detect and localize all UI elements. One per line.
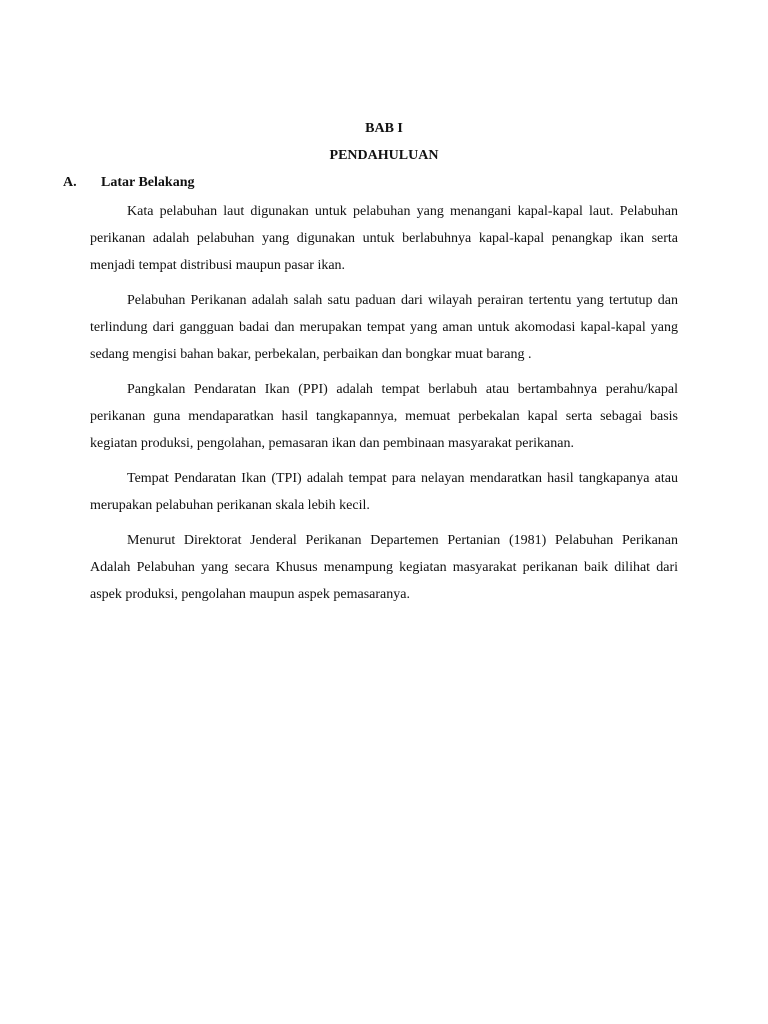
paragraph-5: Menurut Direktorat Jenderal Perikanan Departemen Pertanian (1981) Pelabuhan Perikanan Adalah Pelabuhan yang secara Khusus menampung kegiatan masyarakat perikanan baik dilihat dari aspek produksi, pengolahan maupun aspek pemasaranya. bbox=[90, 533, 678, 602]
paragraph-1: Kata pelabuhan laut digunakan untuk pelabuhan yang menangani kapal-kapal laut. Pelabuhan perikanan adalah pelabuhan yang digunakan untuk berlabuhnya kapal-kapal penangkap ikan serta menjadi tempat distribusi maupun pasar ikan. bbox=[90, 204, 678, 273]
chapter-number: BAB I bbox=[365, 121, 403, 136]
paragraph-4: Tempat Pendaratan Ikan (TPI) adalah tempat para nelayan mendaratkan hasil tangkapanya atau merupakan pelabuhan perikanan skala lebih kecil. bbox=[90, 471, 678, 513]
paragraph-2: Pelabuhan Perikanan adalah salah satu paduan dari wilayah perairan tertentu yang tertutup dan terlindung dari gangguan badai dan merupakan tempat yang aman untuk akomodasi kapal-kapal yang sedang mengisi bahan bakar, perbekalan, perbaikan dan bongkar muat barang . bbox=[90, 293, 678, 362]
chapter-title: PENDAHULUAN bbox=[329, 148, 439, 163]
body-text bbox=[90, 198, 678, 616]
paragraph-3: Pangkalan Pendaratan Ikan (PPI) adalah tempat berlabuh atau bertambahnya perahu/kapal perikanan guna mendaparatkan hasil tangkapannya, memuat perbekalan kapal serta sebagai basis kegiatan produksi, pengolahan, pemasaran ikan dan pembinaan masyarakat perikanan. bbox=[90, 382, 678, 451]
section-number: A. bbox=[63, 175, 77, 190]
section-title: Latar Belakang bbox=[101, 175, 195, 190]
section-heading bbox=[63, 173, 194, 193]
